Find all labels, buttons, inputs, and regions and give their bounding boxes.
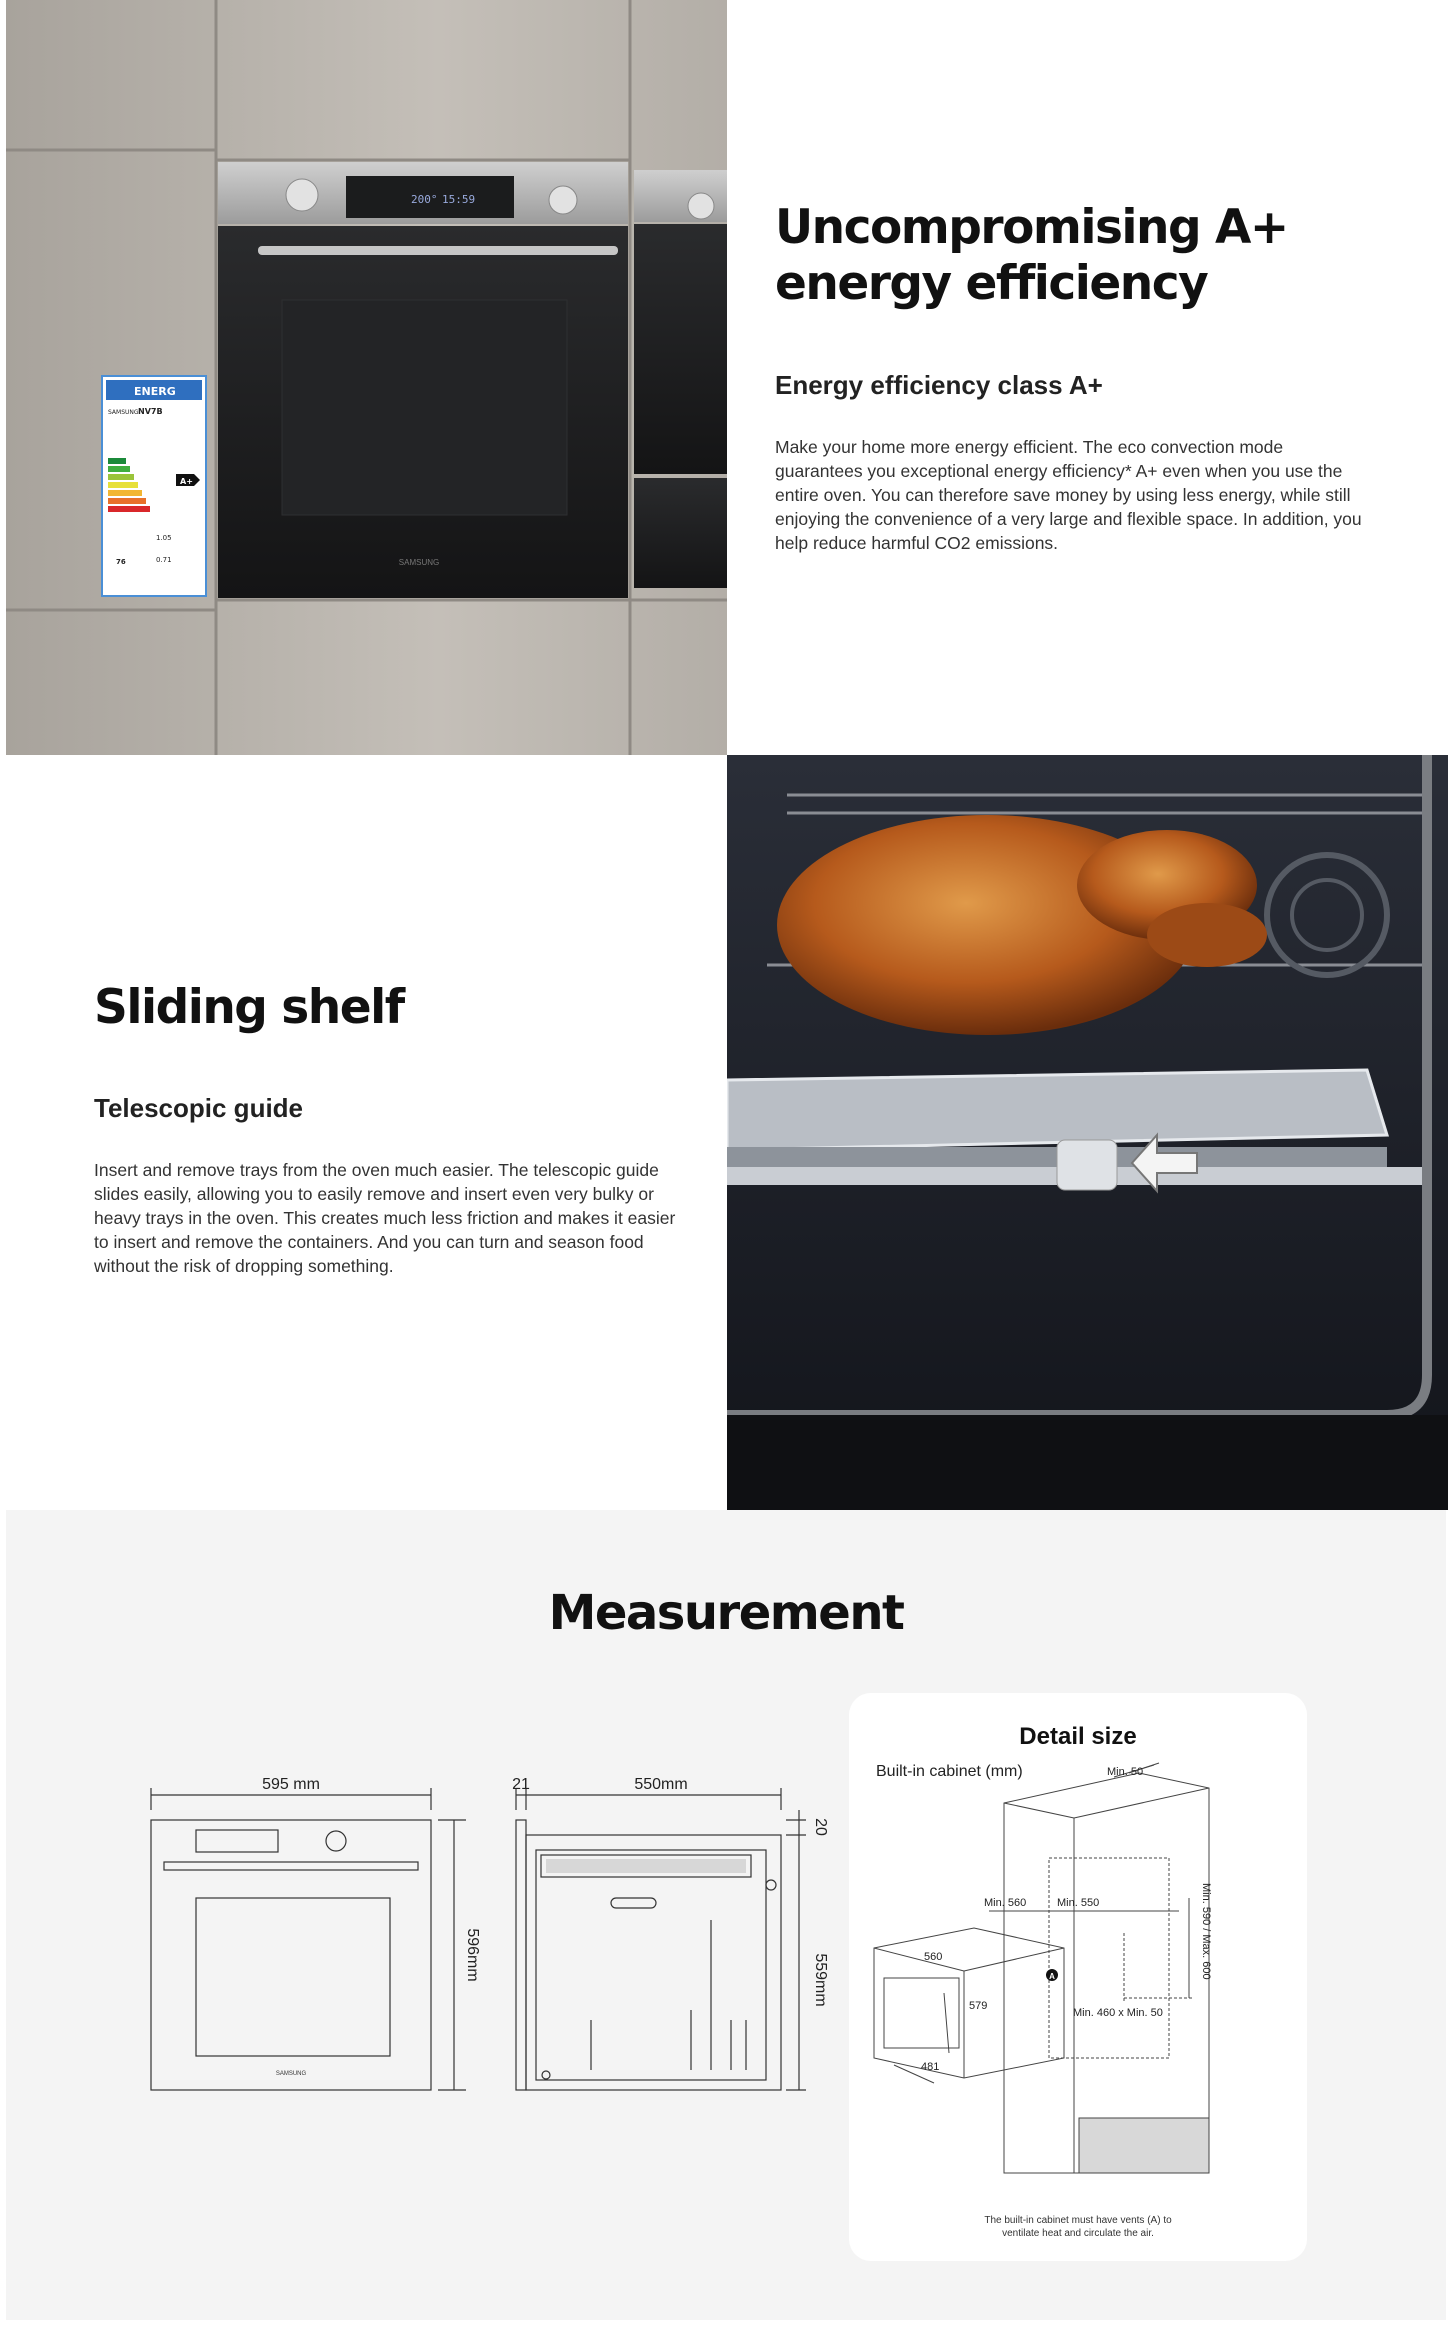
front-width-label: 595 mm — [262, 1776, 320, 1793]
energy-title-line2: energy efficiency — [775, 256, 1208, 311]
oven-depth-label: 481 — [921, 2061, 940, 2073]
energy-label-class: A+ — [180, 477, 193, 486]
side-height-label: 559mm — [812, 1953, 829, 2007]
min50-top-label: Min. 50 — [1107, 1766, 1144, 1778]
shelf-oven-image — [727, 755, 1448, 1510]
energy-label-card — [102, 376, 206, 596]
oven-width-label: 560 — [924, 1951, 943, 1963]
energy-label-heading: ENERG — [134, 385, 176, 398]
sliding-shelf-section — [6, 755, 1446, 1510]
energy-title — [775, 200, 1335, 312]
side-offset-label: 21 — [512, 1776, 530, 1793]
shelf-title: Sliding shelf — [94, 980, 404, 1035]
min460-label: Min. 460 x Min. 50 — [1073, 2007, 1163, 2019]
shelf-subtitle: Telescopic guide — [94, 1093, 304, 1123]
baking-tray — [727, 1070, 1387, 1150]
energy-label-brand: SAMSUNG — [108, 409, 139, 416]
measurement-title: Measurement — [548, 1585, 904, 1641]
energy-label-kwh2: 0.71 — [156, 556, 172, 564]
detail-note-line2: ventilate heat and circulate the air. — [1002, 2228, 1154, 2239]
measurement-section — [6, 1510, 1446, 2320]
detail-size-card — [849, 1693, 1307, 2261]
oven-display-time: 15:59 — [442, 193, 476, 206]
energy-title-line1: Uncompromising A+ — [775, 200, 1288, 255]
oven-display-temp: 200° — [411, 193, 438, 206]
energy-label-kwh1: 1.05 — [156, 534, 172, 542]
oven-left-knob — [286, 179, 318, 211]
min550-label: Min. 550 — [1057, 1897, 1100, 1909]
energy-text-panel — [727, 0, 1446, 755]
oven-height-label: 579 — [969, 2000, 988, 2012]
energy-section — [6, 0, 1446, 755]
energy-label-model: NV7B — [138, 407, 163, 416]
energy-subtitle: Energy efficiency class A+ — [775, 370, 1103, 400]
detail-size-title: Detail size — [1019, 1723, 1137, 1750]
side-view-drawing — [491, 1770, 851, 2120]
detail-size-subtitle: Built-in cabinet (mm) — [876, 1763, 1023, 1780]
oven-door-handle — [258, 246, 618, 255]
side-depth-label: 550mm — [634, 1776, 688, 1793]
oven-brand-logo: SAMSUNG — [398, 558, 440, 567]
detail-note-line1: The built-in cabinet must have vents (A) to — [984, 2215, 1172, 2226]
front-height-label: 596mm — [464, 1928, 481, 1982]
cabinet-diagram — [849, 1693, 1307, 2261]
built-in-oven-illustration — [6, 0, 727, 755]
vent-marker-label: A — [1049, 1972, 1055, 1981]
front-view-drawing — [136, 1770, 496, 2120]
oven-right-knob — [549, 186, 577, 214]
energy-label-volume: 76 — [116, 558, 126, 566]
shelf-description: Insert and remove trays from the oven much easier. The telescopic guide slides easily, allowing you to easily remove and insert even very bulky or heavy trays in the oven. This creates much less friction and makes it easier to insert and remove the containers. And you can turn and season food without the risk of dropping something. — [94, 1160, 676, 1276]
oven-interior-illustration — [727, 755, 1448, 1510]
min590-label: Min. 590 / Max. 600 — [1200, 1883, 1212, 1980]
shelf-text-panel — [6, 755, 725, 1510]
side-top-label: 20 — [812, 1818, 829, 1836]
min560-label: Min. 560 — [984, 1897, 1027, 1909]
front-brand-label: SAMSUNG — [275, 2071, 307, 2077]
energy-oven-image — [6, 0, 727, 755]
energy-description: Make your home more energy efficient. The eco convection mode guarantees you exceptional energy efficiency* A+ even when you use the entire oven. You can therefore save money by using less energy, while still enjoying the convenience of a very large and flexible space. In addition, you help reduce harmful CO2 emissions. — [775, 437, 1362, 553]
